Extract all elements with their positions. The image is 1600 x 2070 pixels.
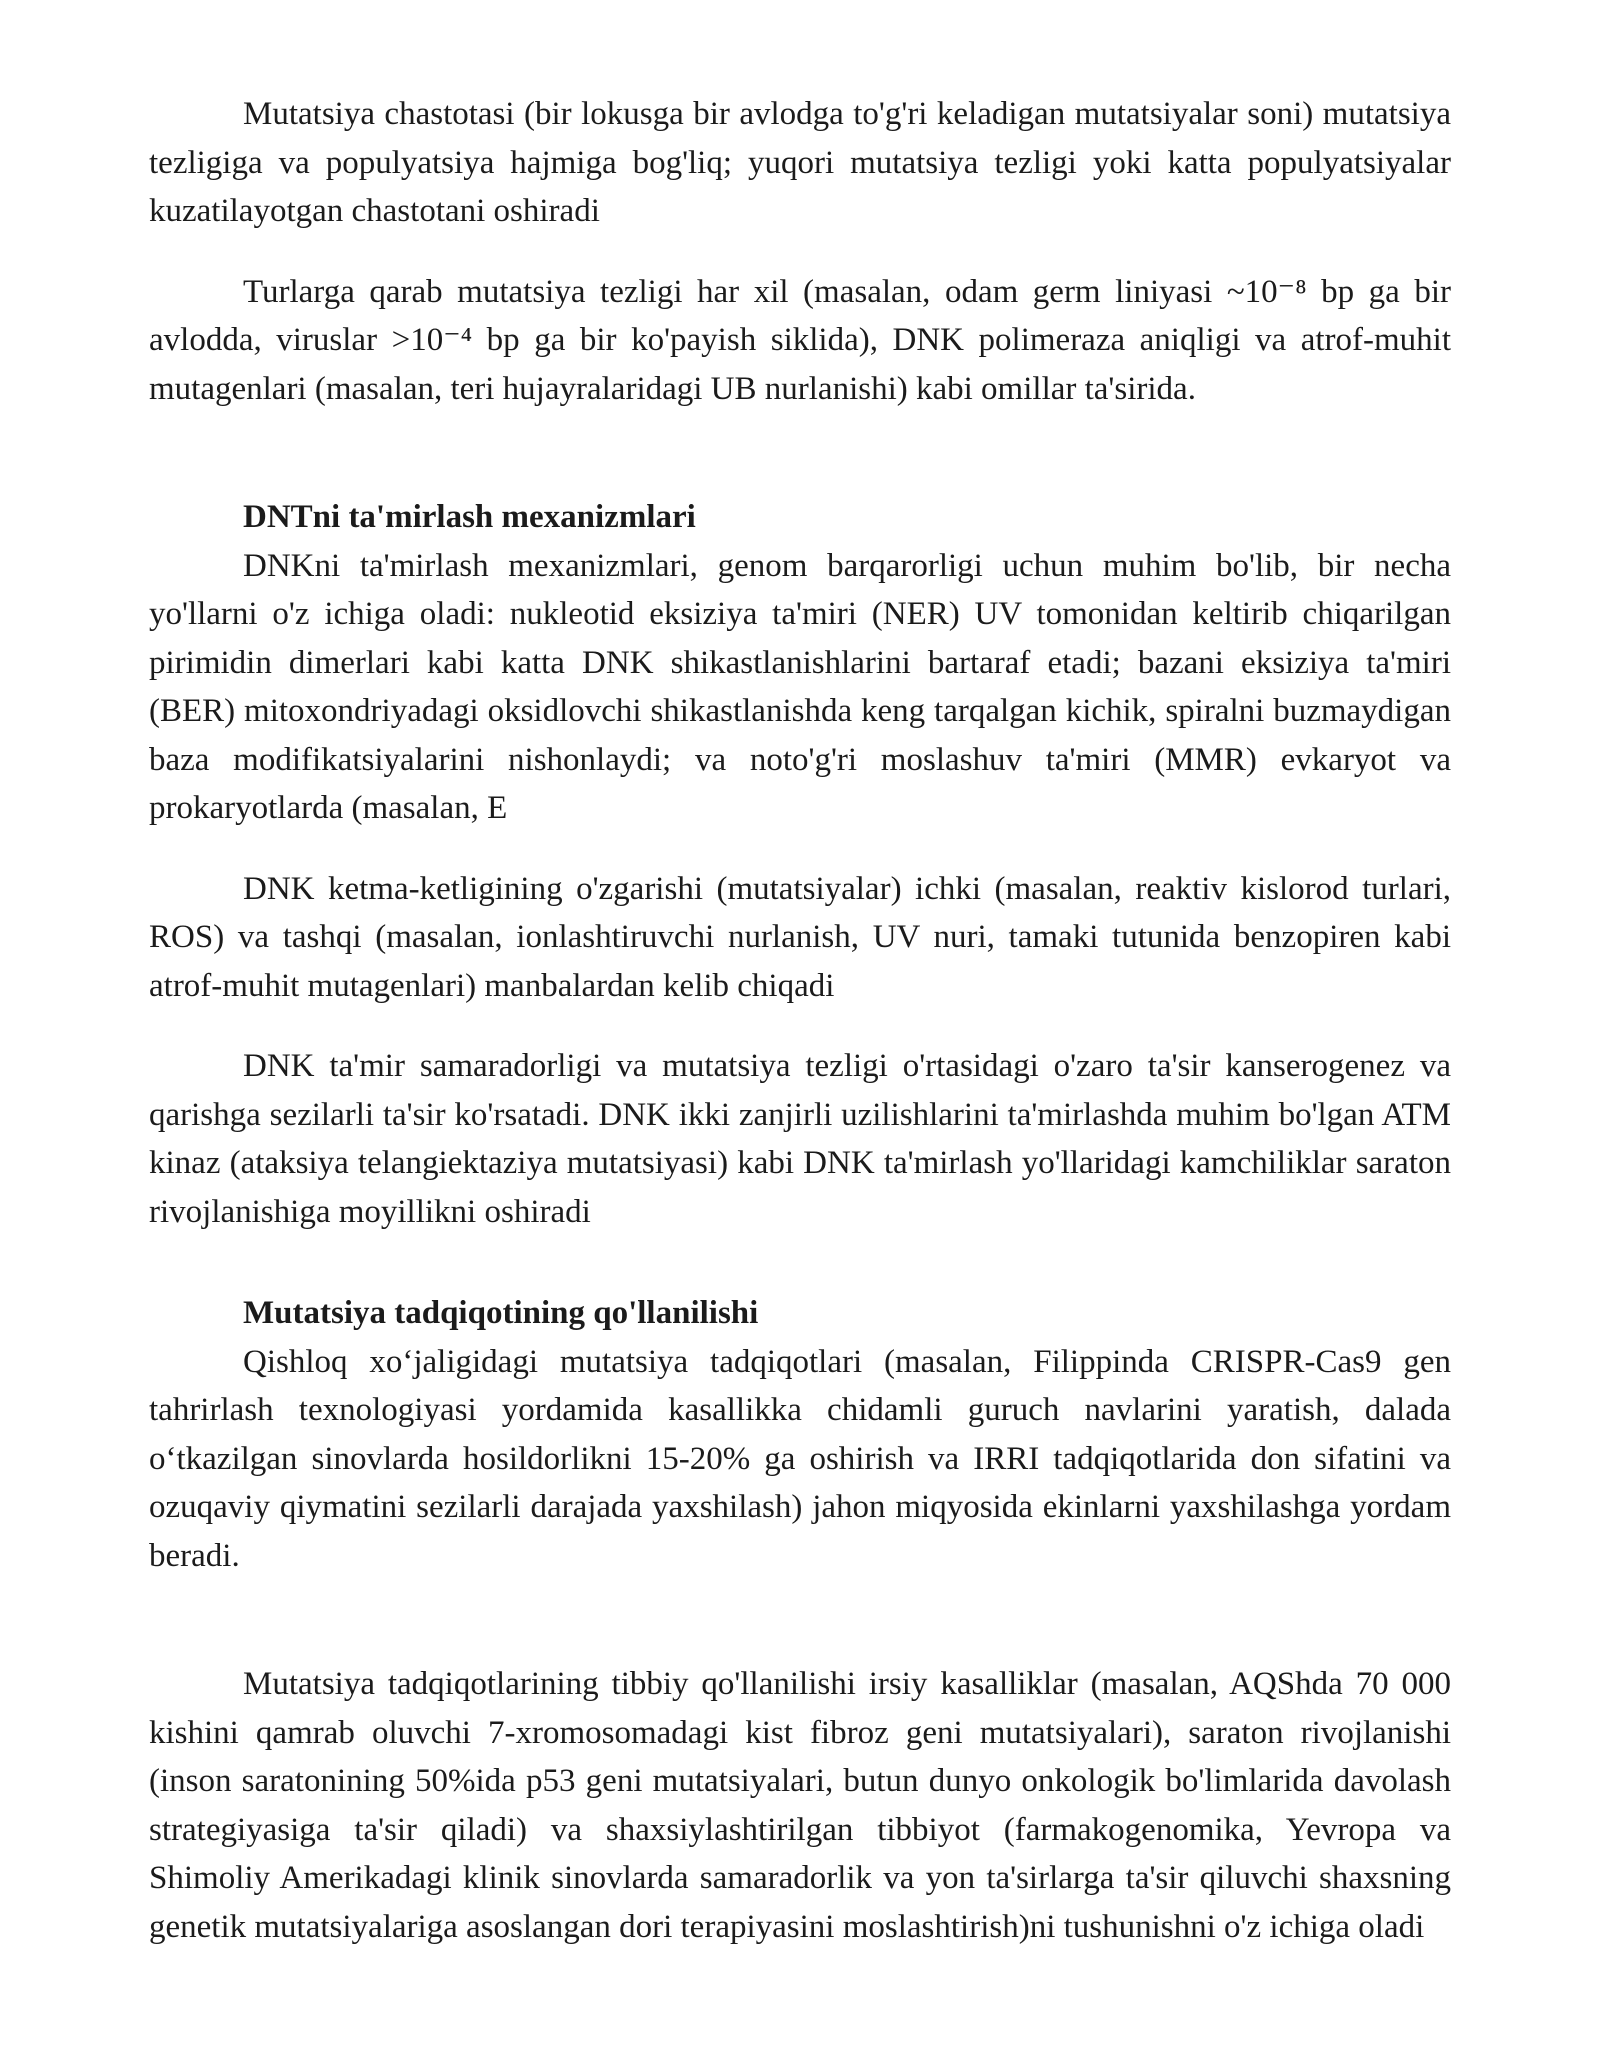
paragraph-medical-applications: Mutatsiya tadqiqotlarining tibbiy qo'llanilishi irsiy kasalliklar (masalan, AQShda 70 000 kishini qamrab oluvchi 7-xromosomadagi kist fibroz geni mutatsiyalari), saraton rivojlanishi (inson saratonining 50%ida p53 geni mutatsiyalari, butun dunyo onkologik bo'limlarida davolash strategiyasiga ta'sir qiladi) va shaxsiylashtirilgan tibbiyot (farmakogenomika, Yevropa va Shimoliy Amerikadagi klinik sinovlarda samaradorlik va yon ta'sirlarga ta'sir qiluvchi shaxsning genetik mutatsiyalariga asoslangan dori terapiyasini moslashtirish)ni tushunishni o'z ichiga oladi [149, 1666, 1451, 1945]
paragraph-dna-repair: DNKni ta'mirlash mexanizmlari, genom barqarorligi uchun muhim bo'lib, bir necha yo'llarni o'z ichiga oladi: nukleotid eksiziya ta'miri (NER) UV tomonidan keltirib chiqarilgan pirimidin dimerlari kabi katta DNK shikastlanishlarini bartaraf etadi; bazani eksiziya ta'miri (BER) mitoxondriyadagi oksidlovchi shikastlanishda keng tarqalgan kichik, spiralni buzmaydigan baza modifikatsiyalarini nishonlaydi; va noto'g'ri moslashuv ta'miri (MMR) evkaryot va prokaryotlarda (masalan, E [149, 547, 1451, 826]
paragraph-agricultural-applications: Qishloq xo‘jaligidagi mutatsiya tadqiqotlari (masalan, Filippinda CRISPR-Cas9 gen tahrirlash texnologiyasi yordamida kasallikka chidamli guruch navlarini yaratish, dalada o‘tkazilgan sinovlarda hosildorlikni 15-20% ga oshirish va IRRI tadqiqotlarida don sifatini va ozuqaviy qiymatini sezilarli darajada yaxshilash) jahon miqyosida ekinlarni yaxshilashga yordam beradi. [149, 1343, 1451, 1574]
document-body [149, 90, 1451, 1951]
heading-dna-repair-mechanisms: DNTni ta'mirlash mexanizmlari [243, 499, 696, 535]
paragraph-mutation-sources: DNK ketma-ketligining o'zgarishi (mutatsiyalar) ichki (masalan, reaktiv kislorod turlari, ROS) va tashqi (masalan, ionlashtiruvchi nurlanish, UV nuri, tamaki tutunida benzopiren kabi atrof-muhit mutagenlari) manbalardan kelib chiqadi [149, 870, 1451, 1004]
paragraph-mutation-rates: Turlarga qarab mutatsiya tezligi har xil (masalan, odam germ liniyasi ~10⁻⁸ bp ga bir avlodda, viruslar >10⁻⁴ bp ga bir ko'payish siklida), DNK polimeraza aniqligi va atrof-muhit mutagenlari (masalan, teri hujayralaridagi UB nurlanishi) kabi omillar ta'sirida. [149, 273, 1451, 407]
heading-mutation-research-applications: Mutatsiya tadqiqotining qo'llanilishi [243, 1295, 759, 1331]
paragraph-mutation-frequency: Mutatsiya chastotasi (bir lokusga bir avlodga to'g'ri keladigan mutatsiyalar soni) mutatsiya tezligiga va populyatsiya hajmiga bog'liq; yuqori mutatsiya tezligi yoki katta populyatsiyalar kuzatilayotgan chastotani oshiradi [149, 96, 1451, 229]
paragraph-repair-and-cancer: DNK ta'mir samaradorligi va mutatsiya tezligi o'rtasidagi o'zaro ta'sir kanserogenez va qarishga sezilarli ta'sir ko'rsatadi. DNK ikki zanjirli uzilishlarini ta'mirlashda muhim bo'lgan ATM kinaz (ataksiya telangiektaziya mutatsiyasi) kabi DNK ta'mirlash yo'llaridagi kamchiliklar saraton rivojlanishiga moyillikni oshiradi [149, 1048, 1451, 1230]
